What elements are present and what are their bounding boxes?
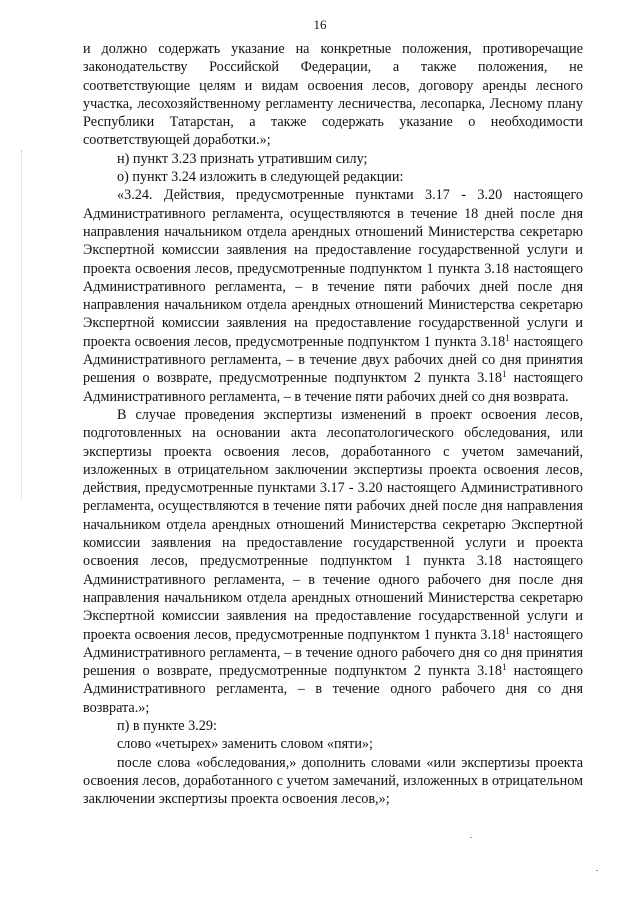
text-run: В случае проведения экспертизы изменений в проект освоения лесов, подготовленных на основании акта лесопатологического обследования, или экспертизы проекта освоения лесов, доработанного с учетом замечаний, изложенных в отрицательном заключении экспертизы проекта освоения лесов, действия, предусмотренные пунктами 3.17 - 3.20 настоящего Административного регламента, осуществляются в течение пяти рабочих дней после дня направления начальником отдела арендных отношений Министерства секретарю Экспертной комиссии заявления на предоставление государственной услуги и проекта освоения лесов, предусмотренные подпунктом 1 пункта 3.18 настоящего Административного регламента, – в течение одного рабочего дня после дня направления начальником отдела арендных отношений Министерства секретарю Экспертной комиссии заявления на предоставление государственной услуги и проекта освоения лесов, предусмотренные подпунктом 1 пункта 3.18 [83, 406, 583, 643]
superscript: 1 [501, 369, 507, 380]
text-run: настоящего Административного регламента, – в течение двух рабочих дней со дня принятия решения о возврате, предусмотренные подпунктом 2 пункта 3.18 [83, 333, 583, 387]
paragraph [83, 186, 583, 406]
paragraph: н) пункт 3.23 признать утратившим силу; [117, 150, 368, 167]
document-body [83, 40, 583, 808]
paragraph: п) в пункте 3.29: [117, 717, 217, 734]
paragraph [83, 406, 583, 717]
superscript: 1 [505, 625, 510, 636]
scan-speck [596, 870, 598, 871]
scan-speck [470, 837, 472, 838]
scan-margin-artifact [21, 150, 23, 500]
paragraph: слово «четырех» заменить словом «пяти»; [117, 736, 373, 753]
text-run: настоящего Административного регламента, – в течение пяти рабочих дней со дня возврата. [83, 370, 583, 405]
paragraph: и должно содержать указание на конкретные положения, противоречащие законодательству Российской Федерации, а также положения, не соответствующие целям и видам освоения лесов, договору аренды лесного участка, лесохозяйственному регламенту лесничества, лесопарка, Лесному плану Республики Татарстан, а также содержать указание о необходимости соответствующей доработки.»; [83, 41, 583, 149]
paragraph: о) пункт 3.24 изложить в следующей редакции: [117, 169, 404, 186]
superscript: 1 [501, 662, 507, 673]
page-number: 16 [313, 17, 327, 32]
paragraph: после слова «обследования,» дополнить словами «или экспертизы проекта освоения лесов, доработанного с учетом замечаний, изложенных в отрицательном заключении экспертизы проекта освоения лесов,»; [83, 754, 583, 808]
text-run: настоящего Административного регламента, – в течение одного рабочего дня со дня принятия решения о возврате, предусмотренные подпунктом 2 пункта 3.18 [83, 626, 583, 680]
text-run: настоящего Административного регламента, – в течение одного рабочего дня со дня возврата.»; [83, 663, 583, 716]
text-run: «3.24. Действия, предусмотренные пунктами 3.17 - 3.20 настоящего Административного регламента, осуществляются в течение 18 дней после дня направления начальником отдела арендных отношений Министерства секретарю Экспертной комиссии заявления на предоставление государственной услуги и проекта освоения лесов, предусмотренные подпунктом 1 пункта 3.18 настоящего Административного регламента, – в течение пяти рабочих дней после дня направления начальником отдела арендных отношений Министерства секретарю Экспертной комиссии заявления на предоставление государственной услуги и проекта освоения лесов, предусмотренные подпунктом 1 пункта 3.18 [83, 187, 583, 350]
superscript: 1 [505, 332, 510, 343]
